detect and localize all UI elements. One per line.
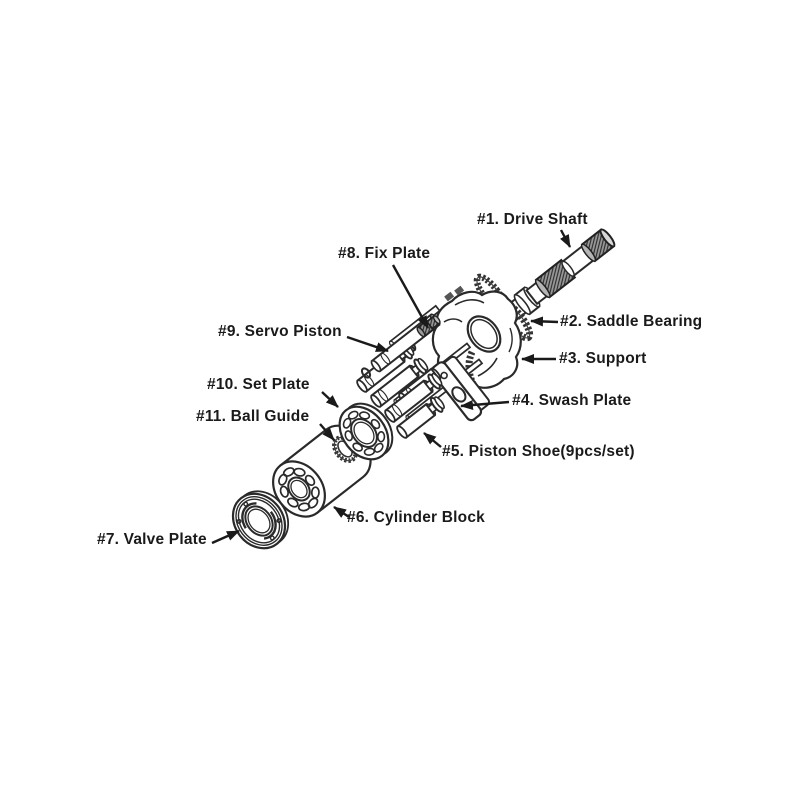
label-ball-guide: #11. Ball Guide <box>196 408 310 425</box>
arrow-drive-shaft <box>561 230 570 247</box>
label-fix-plate: #8. Fix Plate <box>338 245 431 262</box>
label-servo-piston: #9. Servo Piston <box>218 323 342 340</box>
label-saddle-bearing: #2. Saddle Bearing <box>560 313 703 330</box>
label-swash-plate: #4. Swash Plate <box>512 392 632 409</box>
label-support: #3. Support <box>559 350 647 367</box>
label-drive-shaft: #1. Drive Shaft <box>477 211 588 228</box>
arrow-set-plate <box>322 392 338 407</box>
arrow-servo-piston <box>347 337 388 351</box>
label-set-plate: #10. Set Plate <box>207 376 310 393</box>
arrow-piston-shoe <box>424 433 441 447</box>
arrow-saddle-bearing <box>531 321 558 322</box>
label-valve-plate: #7. Valve Plate <box>97 531 207 548</box>
label-cylinder-block: #6. Cylinder Block <box>347 509 485 526</box>
label-piston-shoe: #5. Piston Shoe(9pcs/set) <box>442 443 635 460</box>
arrow-fix-plate <box>393 265 428 328</box>
arrow-valve-plate <box>212 531 239 543</box>
